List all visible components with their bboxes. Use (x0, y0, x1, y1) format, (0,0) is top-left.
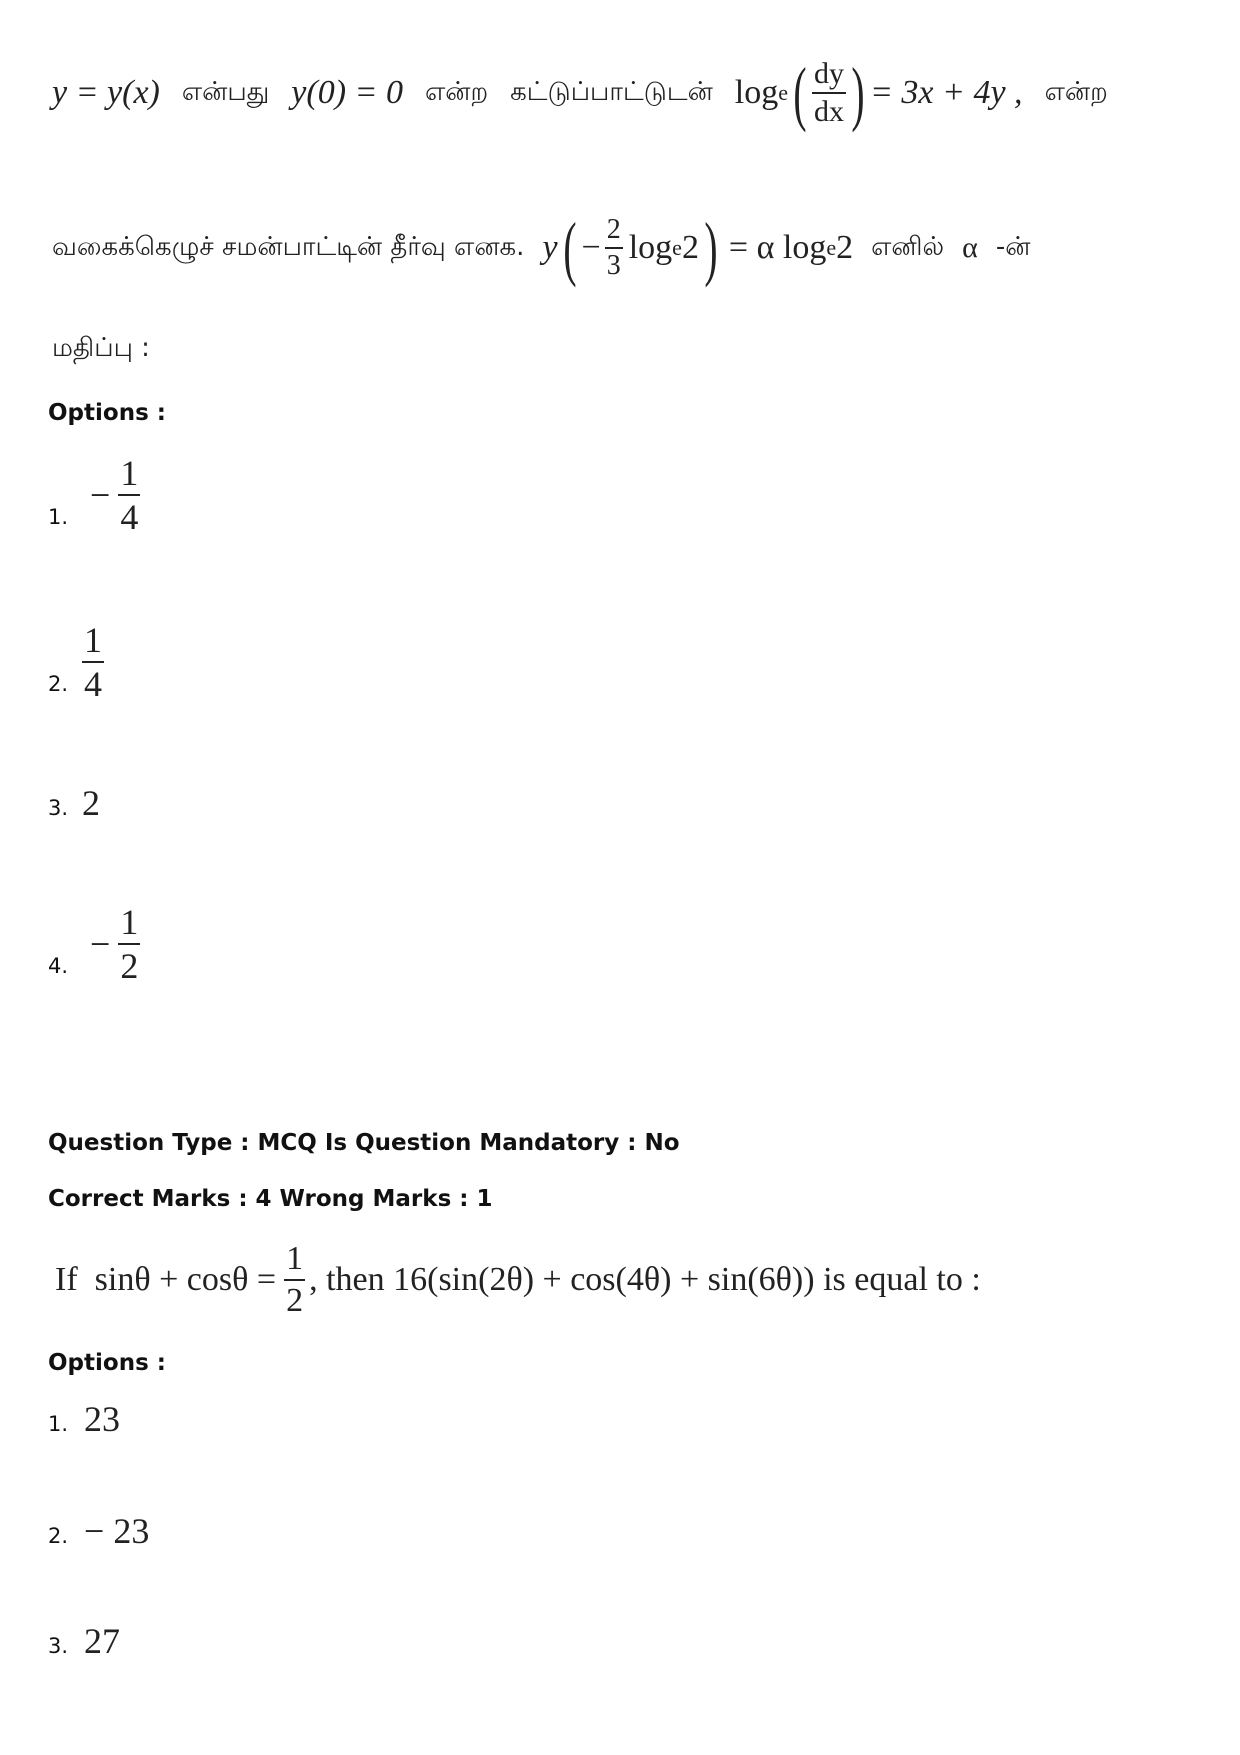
text-enbathu: என்பது (181, 76, 270, 107)
frac-numerator: 1 (286, 1240, 304, 1277)
text-endra: என்ற (424, 76, 489, 107)
frac-numerator: 1 (120, 453, 139, 493)
text-n-suffix: -ன் (995, 231, 1031, 262)
option-value: − 23 (84, 1511, 150, 1551)
option-number: 4. (48, 954, 69, 978)
q2-options-label: Options : (48, 1350, 166, 1376)
math-log-derivative (734, 53, 1023, 133)
marks-line: Correct Marks : 4 Wrong Marks : 1 (48, 1186, 493, 1212)
frac-numerator: 1 (84, 620, 103, 660)
question-suffix: , then 16(sin(2θ) + cos(4θ) + sin(6θ)) is equal to : (309, 1261, 981, 1298)
option-number: 2. (48, 672, 69, 696)
text-constraint: கட்டுப்பாட்டுடன் (510, 76, 713, 107)
rhs-log-arg: 2 (836, 229, 854, 266)
half-fraction (284, 1242, 305, 1318)
q2-option-3[interactable] (48, 1620, 120, 1662)
frac-denominator: 4 (82, 661, 104, 702)
frac-numerator: dy (814, 57, 844, 90)
q1-options-label: Options : (48, 400, 166, 426)
two-thirds-fraction (605, 216, 623, 280)
option-number: 1. (48, 1412, 69, 1436)
text-de-solution: வகைக்கெழுச் சமன்பாட்டின் தீர்வு எனக. (52, 231, 525, 262)
q1-option-1[interactable] (48, 455, 140, 535)
math-initial-condition: y(0) = 0 (291, 74, 403, 111)
q2-option-1[interactable] (48, 1398, 120, 1440)
option-number: 3. (48, 796, 69, 820)
option-fraction (118, 904, 140, 984)
minus-sign: − (90, 475, 111, 515)
text-enil: எனில் (871, 231, 945, 262)
right-paren: ) (704, 208, 718, 288)
q1-line-3: மதிப்பு : (52, 333, 150, 363)
left-paren: ( (793, 53, 807, 133)
left-paren: ( (562, 208, 577, 288)
math-y-at-point (542, 208, 854, 288)
option-value: 27 (84, 1621, 121, 1661)
rhs-alpha-log: = α log (728, 229, 827, 266)
frac-denominator: 2 (118, 943, 140, 984)
frac-denominator: 4 (118, 494, 140, 535)
option-number: 2. (48, 1524, 69, 1548)
log-text: log (628, 229, 673, 266)
log-base: e (672, 235, 682, 260)
frac-numerator: 1 (120, 902, 139, 942)
rhs: = 3x + 4y , (869, 74, 1023, 111)
log-arg: 2 (681, 229, 699, 266)
minus-sign: − (581, 229, 601, 266)
option-value: 23 (84, 1399, 121, 1439)
option-value (90, 455, 140, 535)
text-endra-2: என்ற (1044, 76, 1108, 107)
option-fraction (82, 622, 104, 702)
minus-sign: − (90, 924, 111, 964)
q2-question-text (55, 1240, 981, 1320)
frac-denominator: dx (812, 92, 846, 127)
q1-line-1 (52, 48, 1108, 138)
q1-option-3[interactable] (48, 782, 100, 824)
frac-denominator: 3 (605, 247, 623, 280)
option-number: 1. (48, 505, 69, 529)
right-paren: ) (851, 53, 865, 133)
q1-option-4[interactable] (48, 904, 140, 984)
alpha-symbol: α (962, 231, 978, 264)
dy-dx-fraction (812, 59, 846, 127)
option-value (90, 904, 140, 984)
frac-numerator: 2 (606, 214, 621, 245)
question-type-line: Question Type : MCQ Is Question Mandatory : No (48, 1130, 680, 1156)
log-base: e (778, 80, 789, 105)
frac-denominator: 2 (284, 1279, 305, 1318)
q1-option-2[interactable] (48, 622, 104, 702)
option-fraction (118, 455, 140, 535)
rhs-log-base: e (826, 235, 837, 260)
option-value: 2 (82, 783, 101, 823)
q2-option-2[interactable] (48, 1510, 149, 1552)
option-number: 3. (48, 1634, 69, 1658)
q1-line-2 (52, 202, 1030, 294)
math-y-of-x: y = y(x) (52, 74, 160, 111)
y-symbol: y (542, 229, 558, 266)
option-value (82, 622, 104, 702)
question-prefix: If sinθ + cosθ = (55, 1261, 277, 1298)
log-text: log (734, 74, 779, 111)
